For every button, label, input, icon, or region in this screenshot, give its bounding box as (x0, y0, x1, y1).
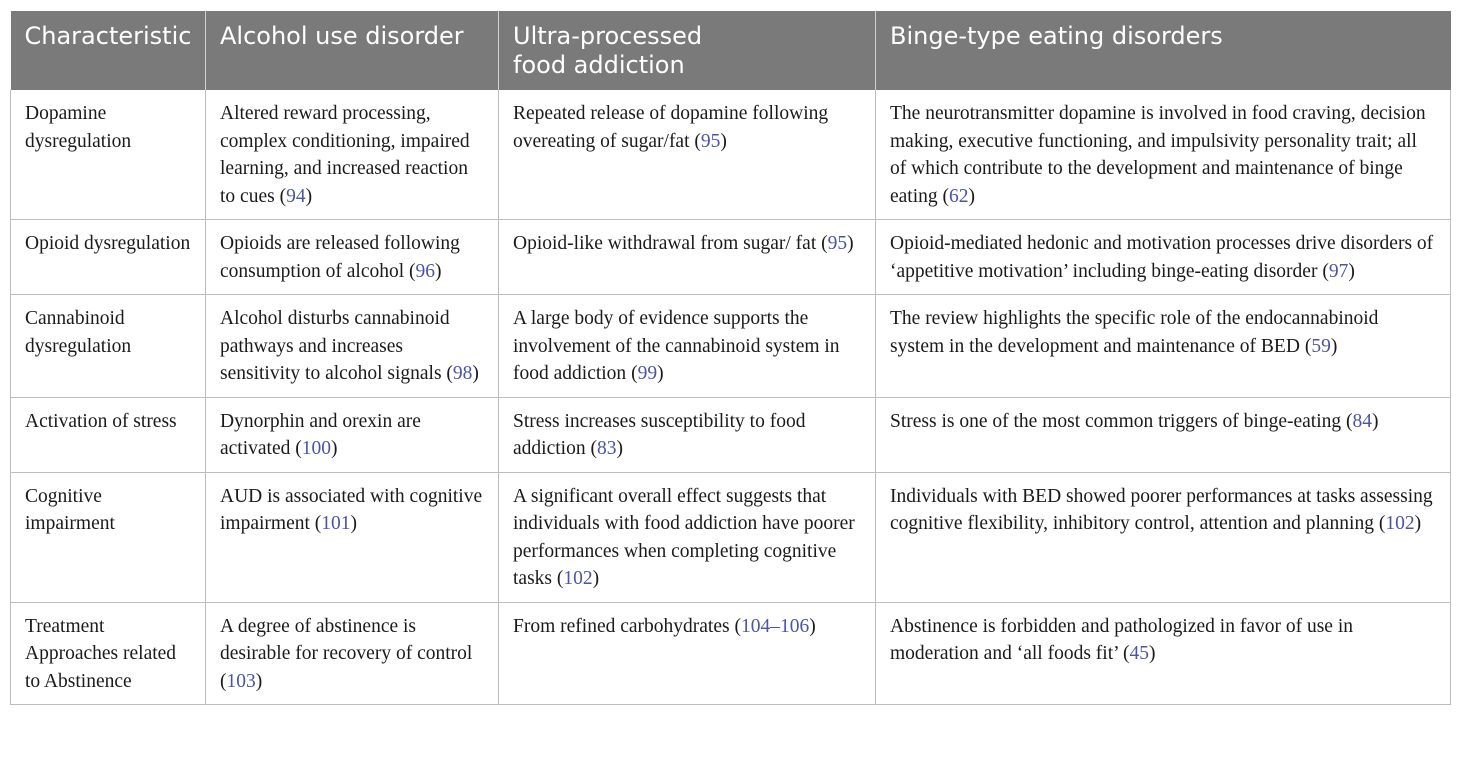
cell-text: Dynorphin and orexin are activated (220, 410, 421, 459)
reference-link[interactable]: 97 (1328, 260, 1349, 282)
cell-text: From refined carbohydrates (513, 615, 730, 637)
header-row (11, 11, 1451, 90)
cell-characteristic: Activation of stress (11, 397, 206, 472)
cell-text: A degree of abstinence is desirable for recovery of control (220, 615, 473, 664)
reference-link[interactable]: 62 (949, 185, 969, 207)
header-ultra-processed-food-addiction: Ultra-processed food addiction (499, 11, 876, 90)
cell-characteristic: Cognitive impairment (11, 472, 206, 602)
reference-link[interactable]: 83 (596, 438, 617, 459)
reference-link[interactable]: 103 (226, 670, 256, 692)
reference-link[interactable]: 102 (1385, 513, 1415, 534)
cell-text: Repeated release of dopamine following overeating of sugar/fat (513, 103, 829, 152)
reference-link[interactable]: 100 (301, 438, 331, 459)
cell-food-addiction: Repeated release of dopamine following overeating of sugar/fat (95) (499, 90, 876, 220)
cell-alcohol-use-disorder: A degree of abstinence is desirable for recovery of control (103) (206, 602, 499, 705)
reference-link[interactable]: 45 (1129, 643, 1150, 664)
cell-alcohol-use-disorder: AUD is associated with cognitive impairment (101) (206, 472, 499, 602)
reference-link[interactable]: 84 (1352, 410, 1373, 432)
table-row (11, 90, 1451, 220)
cell-food-addiction: Stress increases susceptibility to food addiction (83) (499, 397, 876, 472)
comparison-table (10, 11, 1451, 705)
cell-text: Alcohol disturbs cannabinoid pathways and increases sensitivity to alcohol signals (220, 308, 450, 384)
reference-link[interactable]: 101 (321, 513, 351, 534)
cell-text: Stress is one of the most common triggers of binge-eating (890, 410, 1342, 432)
reference-link[interactable]: 94 (286, 185, 306, 207)
reference-link[interactable]: 104–106 (740, 615, 810, 637)
cell-characteristic: Cannabinoid dysregulation (11, 295, 206, 398)
cell-binge-eating: The review highlights the specific role of the endocannabinoid system in the development and maintenance of BED (59) (876, 295, 1451, 398)
cell-binge-eating: Opioid-mediated hedonic and motivation processes drive disorders of ‘appetitive motivation’ including binge-eating disorder (97) (876, 220, 1451, 295)
cell-characteristic: Treatment Approaches related to Abstinence (11, 602, 206, 705)
cell-binge-eating: The neurotransmitter dopamine is involved in food craving, decision making, executive functioning, and impulsivity personality trait; all of which contribute to the development and maintenance of binge eating (62) (876, 90, 1451, 220)
table-row (11, 220, 1451, 295)
cell-characteristic: Dopamine dysregulation (11, 90, 206, 220)
table-row (11, 397, 1451, 472)
cell-food-addiction: From refined carbohydrates (104–106) (499, 602, 876, 705)
cell-text: The neurotransmitter dopamine is involved in food craving, decision making, executive functioning, and impulsivity personality trait; all of which contribute to the development and maintenance of binge eating (890, 103, 1426, 207)
cell-text: Opioid-like withdrawal from sugar/ fat (513, 233, 817, 254)
cell-text: A large body of evidence supports the involvement of the cannabinoid system in food addiction (513, 308, 840, 384)
header-characteristic: Characteristic (11, 11, 206, 90)
table-row (11, 472, 1451, 602)
cell-characteristic: Opioid dysregulation (11, 220, 206, 295)
cell-binge-eating: Individuals with BED showed poorer performances at tasks assessing cognitive flexibility, inhibitory control, attention and planning (102) (876, 472, 1451, 602)
cell-alcohol-use-disorder: Alcohol disturbs cannabinoid pathways and increases sensitivity to alcohol signals (98) (206, 295, 499, 398)
cell-binge-eating: Stress is one of the most common triggers of binge-eating (84) (876, 397, 1451, 472)
header-alcohol-use-disorder: Alcohol use disorder (206, 11, 499, 90)
cell-alcohol-use-disorder: Opioids are released following consumption of alcohol (96) (206, 220, 499, 295)
table-row (11, 295, 1451, 398)
cell-food-addiction: A significant overall effect suggests that individuals with food addiction have poorer performances when completing cognitive tasks (102) (499, 472, 876, 602)
cell-text: AUD is associated with cognitive impairment (220, 485, 483, 534)
table-body (11, 90, 1451, 705)
cell-text: Opioids are released following consumption of alcohol (220, 233, 460, 282)
table-row (11, 602, 1451, 705)
cell-text: The review highlights the specific role of the endocannabinoid system in the development and maintenance of BED (890, 308, 1379, 357)
reference-link[interactable]: 96 (415, 260, 436, 282)
cell-text: Abstinence is forbidden and pathologized in favor of use in moderation and ‘all foods fit’ (890, 615, 1354, 664)
reference-link[interactable]: 99 (637, 363, 658, 384)
cell-text: A significant overall effect suggests that individuals with food addiction have poorer performances when completing cognitive tasks (513, 485, 855, 589)
cell-text: Stress increases susceptibility to food addiction (513, 410, 806, 459)
cell-text: Opioid-mediated hedonic and motivation processes drive disorders of ‘appetitive motivation’ including binge-eating disorder (890, 233, 1434, 282)
cell-alcohol-use-disorder: Dynorphin and orexin are activated (100) (206, 397, 499, 472)
reference-link[interactable]: 95 (827, 233, 848, 254)
cell-food-addiction: A large body of evidence supports the involvement of the cannabinoid system in food addiction (99) (499, 295, 876, 398)
reference-link[interactable]: 98 (452, 363, 473, 384)
cell-food-addiction: Opioid-like withdrawal from sugar/ fat (95) (499, 220, 876, 295)
cell-text: Individuals with BED showed poorer performances at tasks assessing cognitive flexibility, inhibitory control, attention and planning (890, 485, 1433, 534)
header-binge-type-eating-disorders: Binge-type eating disorders (876, 11, 1451, 90)
cell-binge-eating: Abstinence is forbidden and pathologized in favor of use in moderation and ‘all foods fit’ (45) (876, 602, 1451, 705)
reference-link[interactable]: 102 (563, 568, 593, 589)
reference-link[interactable]: 59 (1311, 335, 1331, 357)
cell-alcohol-use-disorder: Altered reward processing, complex conditioning, impaired learning, and increased reaction to cues (94) (206, 90, 499, 220)
cell-text: Altered reward processing, complex conditioning, impaired learning, and increased reaction to cues (220, 103, 470, 207)
reference-link[interactable]: 95 (700, 130, 721, 152)
